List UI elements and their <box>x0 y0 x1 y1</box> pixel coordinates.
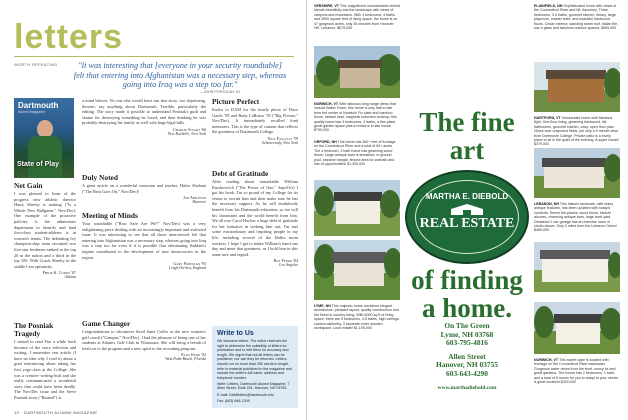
letter-debt-of-gratitude <box>212 170 298 271</box>
letter-location: Hanover <box>192 200 206 205</box>
cover-tagline: State of Play <box>17 161 60 168</box>
listing-photo-hartford <box>534 148 620 198</box>
listing-title: LYME, NH <box>314 304 331 308</box>
office2-line1: Allen Street <box>448 351 486 361</box>
office1-line1: On The Green <box>444 321 490 330</box>
listing-vershire <box>314 4 400 30</box>
ad-headline-2: of finding <box>411 265 523 295</box>
listing-plainfield <box>534 4 620 30</box>
letter-location: New Rochelle, New York <box>167 131 206 136</box>
ad-headline-top <box>407 108 527 164</box>
listing-title: VERSHIRE, VT <box>314 4 339 8</box>
cover-title: Dartmouth <box>18 101 59 110</box>
listing-text: This home has 350+ feet of frontage on the Connecticut River and a total of 50+ acres. The 4 bedroom, 3 bath home has gleaming wood floors. Large antique barn is sheathed. In ground pool, airplane hangar, fenced area for animals and lots of opportunities! $1,300,000 <box>314 140 396 167</box>
masthead-rule <box>14 56 294 57</box>
letter-author: Roy Ferro '84 <box>273 258 298 264</box>
write-to-us-policy: We welcome letters. The editor reserves the right to determine the suitability of letters for publication and to edit them for accuracy and length. We regret that not all letters can be published, nor can they be returned. Letters should run no more than 250 words in length, refer to material published in the magazine and include the writer's full name, address and telephone number. <box>217 339 292 380</box>
letter-author: Nick Pascucci '59 <box>267 135 298 141</box>
letter-author: Philip K. Curtis '67 <box>42 270 76 276</box>
seal-name: MARTHA E. DIEBOLD <box>425 192 509 201</box>
house-icon <box>449 204 485 216</box>
letter-body: Kudos to DAM for the timely photo of Dave Gavitt '59 and Rudy LaRusso '59 ("Big Picture," Nov/Dec). It immediately recalled fond memories. This is the type of content that reflects the greatness of Dartmouth College. <box>212 107 298 135</box>
section-title: letters <box>14 18 124 56</box>
ad-headline-1: The fine art <box>419 107 515 165</box>
letter-author: Jon Appleton <box>183 195 206 201</box>
letters-page <box>0 0 306 420</box>
listing-norwich-cape <box>534 358 620 384</box>
listing-norwich <box>314 102 400 133</box>
letter-body: Congratulations to whomever hired Janet Colles as the new women's golf coach ("Campus," Nov/Dec). I had the pleasure of being one of her students at Atlantic Golf Club in Vilamoura. She will bring a breath of fresh air to the program and a new spirit to the recruiting program. <box>82 329 206 351</box>
page-footer: 10 · DARTMOUTH ALUMNI MAGAZINE <box>14 410 98 415</box>
magazine-cover-image <box>14 98 74 178</box>
letter-location: Leigh-On-Sea, England <box>169 266 206 271</box>
listing-text: This majestic home combines elegant architecture, pleasant layout, quality construction and the finest in country living. With 6000 sq ft of living space, there are 5 bedrooms, 4.5 baths, high ceilings, custom cabinetry, 3 separate enter wooden workspace. Lush estate! $1,195,000 <box>314 304 400 331</box>
office1-phone: 603-795-4816 <box>446 338 488 348</box>
cover-person-illustration <box>28 120 62 178</box>
letter-heading: Net Gain <box>14 181 43 190</box>
listing-lyme <box>314 304 400 330</box>
listing-photo-orford <box>314 180 400 236</box>
listing-photo-plainfield <box>534 62 620 112</box>
letter-meeting-of-minds <box>82 212 206 274</box>
ad-headline-3: a home. <box>422 293 512 323</box>
listing-text: Immaculate home with fabulous light. One floor living, gleaming hardwood, tile bathrooms, gourmet kitchen, easy, open floor plan. Views over unspoiled fields, yet only a 5 minute drive from Dartmouth College. Private patio is a lovely place to sit in the quiet of the evening. A super house! $379,000 <box>534 116 620 147</box>
letter-author: Gary Portolan '93 <box>173 261 206 267</box>
listing-hartford <box>534 116 620 147</box>
office2-phone: 603-643-4290 <box>446 368 488 378</box>
ad-headline-bottom <box>407 266 527 322</box>
letter-location: Los Angeles <box>279 263 298 268</box>
write-to-us-heading: Write to Us <box>217 330 254 337</box>
letter-heading: Duly Noted <box>82 173 118 182</box>
listing-photo-norwich-cape <box>534 302 620 354</box>
listing-title: HARTFORD, VT <box>534 116 561 120</box>
letter-heading: Debt of Gratitude <box>212 169 269 178</box>
letter-picture-perfect <box>212 98 298 149</box>
listing-title: LEBANON, NH <box>534 202 559 206</box>
ad-website-link[interactable]: www.marthadiebold.com <box>437 384 497 391</box>
office1-line2: Lyme, NH 03768 <box>440 329 494 339</box>
letter-continued <box>82 98 206 140</box>
letter-game-changer <box>82 320 206 365</box>
diebold-real-estate-seal <box>405 170 529 264</box>
seal-subtitle: REAL ESTATE <box>419 216 515 231</box>
pull-quote-credit: —JOHN PORTOLAN '93 <box>200 90 240 94</box>
write-to-us-fax: Fax: (603) 646-1209 <box>217 398 250 403</box>
listing-title: ORFORD, NH <box>314 140 337 144</box>
office2-line2: Hanover, NH 03755 <box>436 360 498 370</box>
listing-title: NORWICH, VT <box>534 358 559 362</box>
letter-body: I started to read Fire a while back because of the story selection and writing. I remember one article (I have no idea why I read it) about a grad reminiscing about taking her first yoga class at the College. She was a creative writing buff and she really communicated a wonderful story that could have been deadly. The Nov/Dec issue and the Steve Posniak story ("Burned") is <box>14 339 76 400</box>
listing-text: This sweet cape is located with frontage on the Connecticut River backwater. Gorgeous water views from the level, sunny lot and great gardens. The house has 2 bedrooms, 1 bath, and a total of 6 rooms for you to adapt to your needs. A great location! $320,000 <box>534 358 619 385</box>
letter-heading: Picture Perfect <box>212 97 260 106</box>
listing-text: With fabulous long range views that include Baker Tower, this home is only half a mile from the center of Norwich! Fix slate and bamboo floors, radiant heat, magnetic induction cooktop, this quality home has 3 bedrooms, 3 baths, a five-place, great garden space plus a rental or in-law house. $799,000 <box>314 102 397 133</box>
listing-orford <box>314 140 400 166</box>
letter-author: Charlie Stuart '66 <box>173 126 206 132</box>
letter-author: Ellis Kerr '02 <box>181 352 206 358</box>
letter-net-gain <box>14 182 76 283</box>
pull-quote-kicker: WORTH REPEATING <box>14 62 58 67</box>
cover-subtitle: Alumni Magazine <box>18 110 45 114</box>
letter-body: a mind blower. No one else would have run that story: too depressing, downer, say anything about Dartmouth. Terrible, particularly the editing. The story made it possible to understand Posniak's guilt and shame for destroying something he loved, and then thinking he was probably destroying his family as well with huge legal bills. <box>82 98 206 126</box>
listing-title: NORWICH, VT <box>314 102 339 106</box>
letter-heading: Game Changer <box>82 319 131 328</box>
letter-heading: Meeting of Minds <box>82 211 138 220</box>
letter-body: After reading about remarkable William Kurtkowitch ("The Power of One," Sept/Oct) I got his book. I'm so proud of my College for its vision to recruit him and then make sure he has the necessary support. As he will doubtlessly benefit from his Dartmouth education, so too will his classmates and the world benefit from him. We all owe Carol Harlow a huge debt of gratitude for her initiative in seeking him out. I'm met some extraordinary and inspiring people in my life, including several of the Dalfrs mont workers. I hope I get to shake William's hand one day and meet that greatness, as I hold him in this same awe and regard. <box>212 179 298 257</box>
letter-body: A great article on a wonderful musician and teacher, Hafez Shahani ("The Beat Goes On," Nov/Dec)! <box>82 183 206 194</box>
write-to-us-email[interactable]: E-mail: DAMletters@dartmouth.edu <box>217 392 274 397</box>
letter-posniak-tragedy <box>14 322 76 408</box>
write-to-us-address: Write: Letters, Dartmouth Alumni Magazine, 7 Allen Street, Suite 201, Hanover, NH 03755 <box>217 381 290 391</box>
listing-text: This magnificent mountainside retreat blends beautifully into the landscape with views of canyons and mountains. With 4 bedrooms, 4 baths and 3000 square feet of living space, the home is on 47 gorgeous acres, only 35 minutes from Hanover NH. Lebanon. $679,000 <box>314 4 400 31</box>
letter-body: Your roundtable ("How Safe Are We?" Nov/Dec) was a very enlightening piece dealing with an increasingly important and awkward issue. It was interesting to see that all those interviewed felt that entering into Afghanistan was a necessary step, whereas going into Iraq was a step too far even if it is possible that eliminating Saddam's regime contributed to the development of new democracies in the region. <box>82 221 206 260</box>
write-to-us-box <box>212 326 298 408</box>
ad-contact-block <box>405 322 529 392</box>
listing-photo-vershire <box>314 46 400 98</box>
listing-text: This historic landmark, with many antique features, has been updated with today's comforts. Seven fire-places, wood floors, kitchen alcoves, charming antique barn, large level yard. Detached 2-car garage has an exercise room or studio above. Only 3 miles from the Lebanon Green! $489,000 <box>534 202 618 233</box>
letter-location: Atlanta <box>64 275 76 280</box>
listing-lebanon <box>534 202 620 233</box>
listing-photo-lyme <box>314 240 400 300</box>
letter-heading: The Posniak Tragedy <box>14 322 54 338</box>
pull-quote: "It was interesting that [everyone in your security roundtable] felt that entering into Afghanistan was a necessary step, whereas going into Iraq was a step too far." <box>73 61 287 89</box>
listing-title: PLAINFIELD, NH <box>534 4 563 8</box>
listing-photo-lebanon <box>534 242 620 292</box>
letter-body: I was pleased to learn of the progress new athletic director Harry Sheehy is making ("Is a Whole New Ballgame," Nov/Dec). One example of the proactive policies is the admissions department to identify and land first-class student-athletes is in women's tennis: The defending Ivy champion-ship team recruited two five-star freshmen ranked in the top 20 in the nation and a third in the top 100. With Coach Sheehy in the saddle I am optimistic. <box>14 191 76 269</box>
listing-text: Sophisticated home with views of the Connecticut River and Mt. Ascutney. Three bedrooms, 3.5 baths, gourmet kitchen, library, large playroom, master suite, and beautiful hardwood floors. Cedar exterior, standing seam roof, Italian tile, low-e glass and fabulous outdoor spaces. $599,000 <box>534 4 619 31</box>
letter-duly-noted <box>82 174 206 208</box>
letter-location: West Palm Beach, Florida <box>165 357 206 362</box>
letter-location: Schenectady, New York <box>261 140 298 145</box>
